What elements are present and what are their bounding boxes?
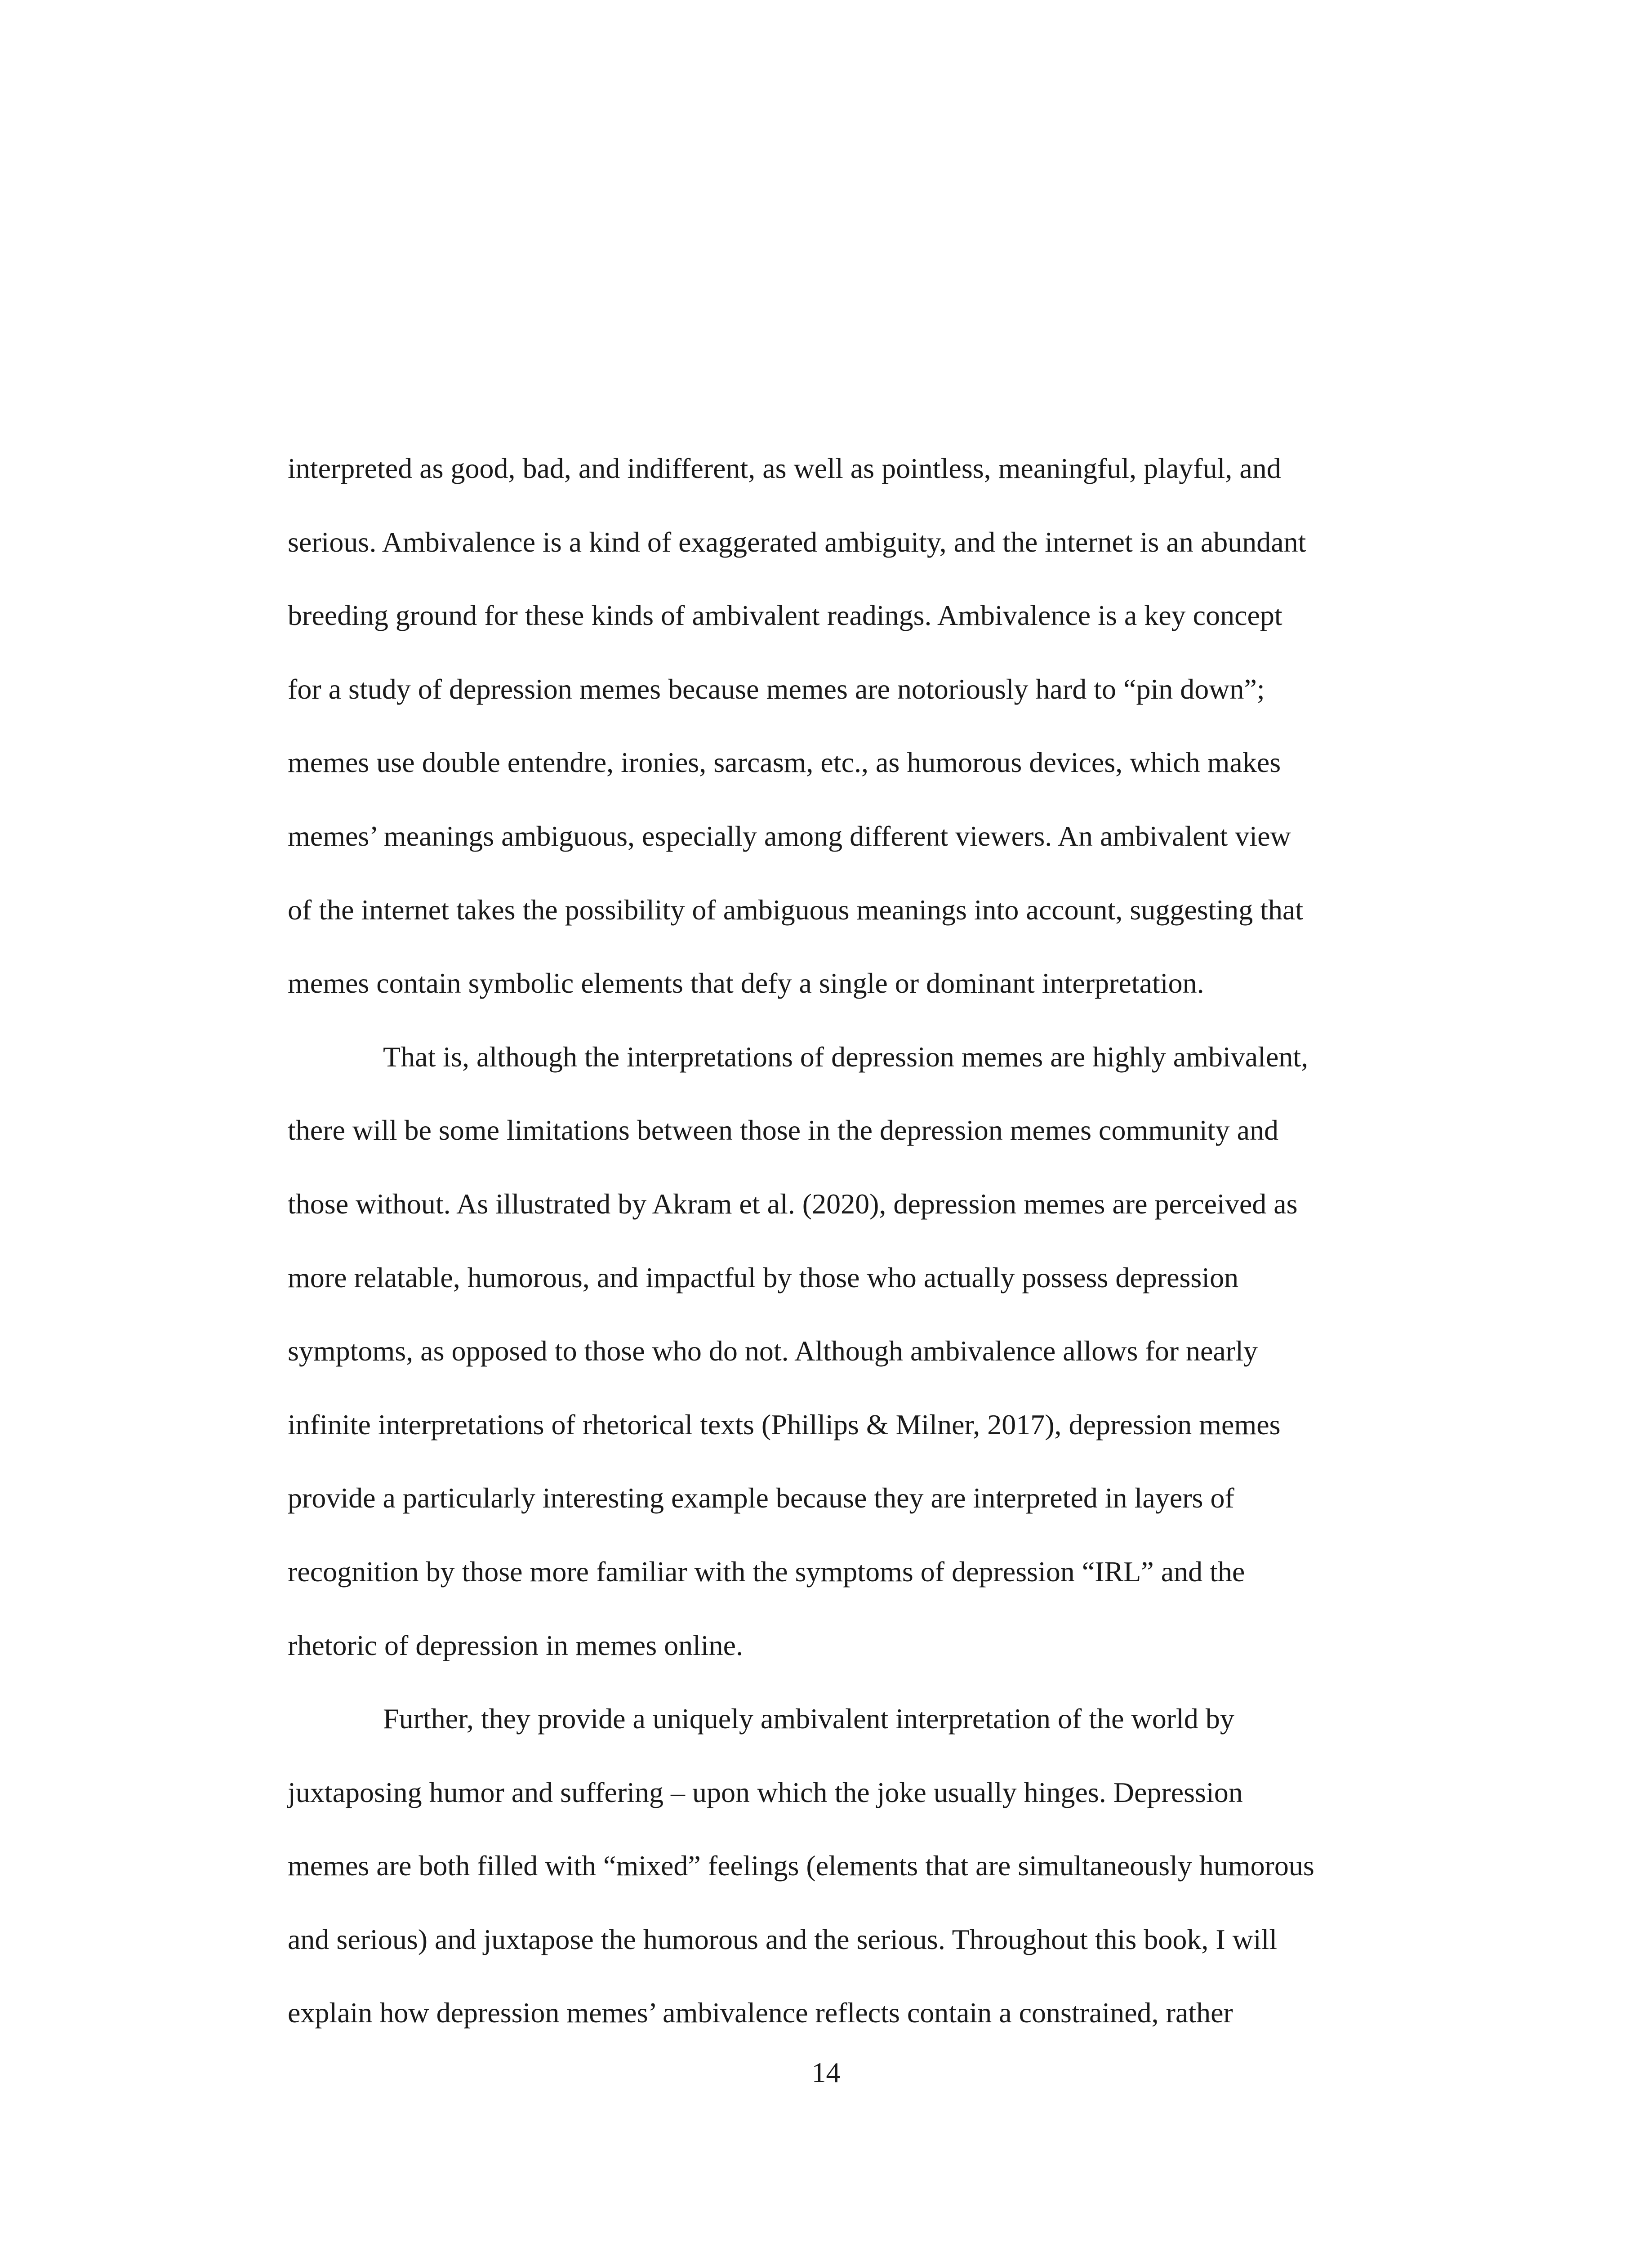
- text-line: Further, they provide a uniquely ambivalent interpretation of the world by: [383, 1703, 1234, 1735]
- text-line: memes are both filled with “mixed” feelings (elements that are simultaneously humorous: [288, 1850, 1314, 1882]
- text-line: interpreted as good, bad, and indifferent, as well as pointless, meaningful, playful, and: [288, 452, 1281, 484]
- text-line: provide a particularly interesting example because they are interpreted in layers of: [288, 1482, 1234, 1514]
- text-line: memes use double entendre, ironies, sarcasm, etc., as humorous devices, which makes: [288, 746, 1281, 779]
- text-line: rhetoric of depression in memes online.: [288, 1629, 744, 1661]
- paragraph-2: [288, 1020, 1438, 1682]
- text-line: symptoms, as opposed to those who do not. Although ambivalence allows for nearly: [288, 1335, 1258, 1367]
- text-line: explain how depression memes’ ambivalence reflects contain a constrained, rather: [288, 1997, 1233, 2029]
- text-line: juxtaposing humor and suffering – upon which the joke usually hinges. Depression: [288, 1776, 1243, 1808]
- text-line: recognition by those more familiar with the symptoms of depression “IRL” and the: [288, 1555, 1245, 1588]
- body-text: [288, 432, 1438, 2050]
- text-line: serious. Ambivalence is a kind of exaggerated ambiguity, and the internet is an abundant: [288, 526, 1306, 558]
- text-line: more relatable, humorous, and impactful by those who actually possess depression: [288, 1261, 1239, 1293]
- paragraph-3: [288, 1682, 1438, 2050]
- text-line: memes’ meanings ambiguous, especially among different viewers. An ambivalent view: [288, 820, 1291, 852]
- text-line: breeding ground for these kinds of ambivalent readings. Ambivalence is a key concept: [288, 599, 1282, 632]
- text-line: memes contain symbolic elements that defy a single or dominant interpretation.: [288, 967, 1204, 999]
- text-line: those without. As illustrated by Akram et al. (2020), depression memes are perceived as: [288, 1187, 1298, 1220]
- text-line: there will be some limitations between those in the depression memes community and: [288, 1114, 1278, 1146]
- paragraph-1: [288, 432, 1438, 1020]
- page-number: 14: [811, 2056, 841, 2088]
- text-line: infinite interpretations of rhetorical texts (Phillips & Milner, 2017), depression memes: [288, 1408, 1281, 1441]
- text-line: and serious) and juxtapose the humorous and the serious. Throughout this book, I will: [288, 1923, 1278, 1955]
- text-line: for a study of depression memes because memes are notoriously hard to “pin down”;: [288, 673, 1265, 705]
- text-line: That is, although the interpretations of depression memes are highly ambivalent,: [383, 1040, 1309, 1073]
- text-line: of the internet takes the possibility of ambiguous meanings into account, suggesting that: [288, 893, 1304, 926]
